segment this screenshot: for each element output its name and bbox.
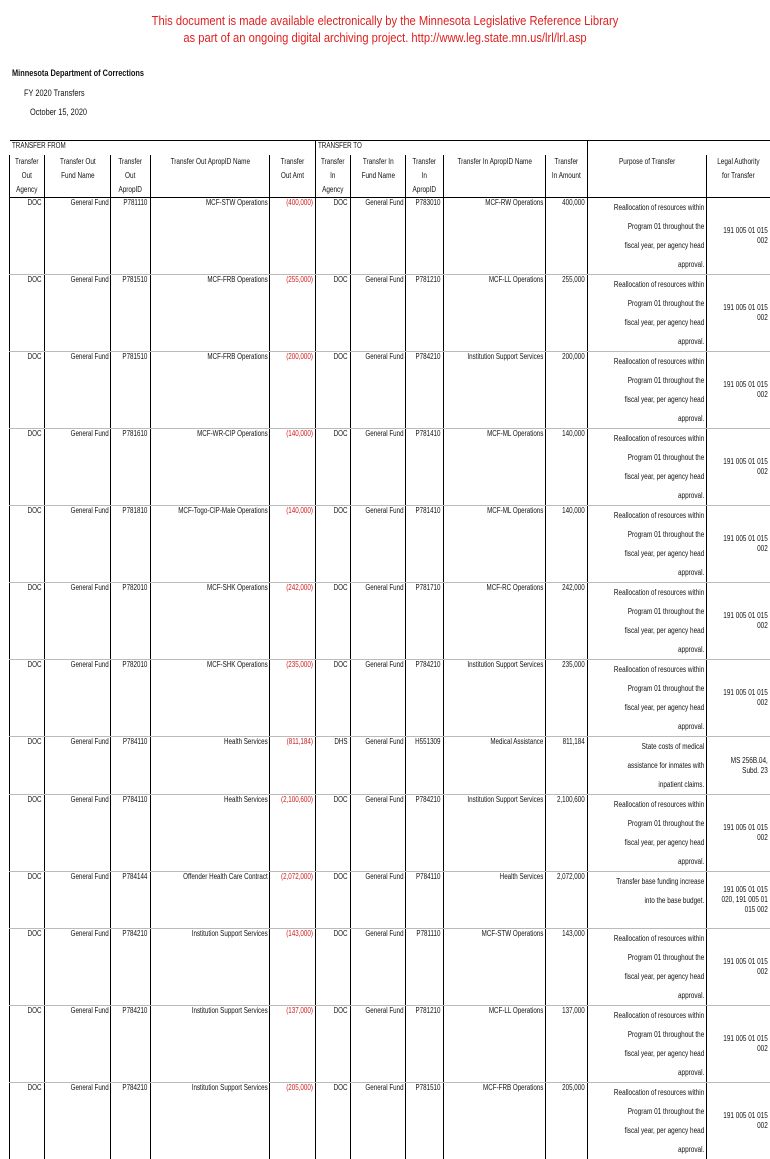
cell-in-fund: General Fund [350,1006,406,1083]
cell-out-approp-name: Health Services [150,795,270,872]
cell-out-amt: (137,000) [270,1006,316,1083]
cell-purpose: Reallocation of resources within Program 01 throughout the fiscal year, per agency head approval. [587,429,706,506]
cell-purpose: Reallocation of resources within Program 01 throughout the fiscal year, per agency head approval. [587,583,706,660]
cell-out-amt: (143,000) [270,929,316,1006]
cell-purpose: Reallocation of resources within Program 01 throughout the fiscal year, per agency head approval. [587,795,706,872]
table-row [10,198,770,275]
cell-authority: 191 005 01 015 002 [707,198,770,275]
col-in-fund: Transfer In Fund Name [350,155,406,198]
cell-out-approp: P781610 [111,429,150,506]
table-row [10,737,770,795]
table-row [10,660,770,737]
table-row [10,872,770,929]
cell-in-amount: 143,000 [546,929,588,1006]
cell-out-agency: DOC [10,872,45,929]
col-in-approp: Transfer In ApropID [406,155,443,198]
cell-out-approp-name: Institution Support Services [150,1083,270,1159]
cell-out-approp: P781510 [111,275,150,352]
col-in-amount: Transfer In Amount [546,155,588,198]
cell-out-approp: P781110 [111,198,150,275]
cell-in-amount: 205,000 [546,1083,588,1159]
cell-in-amount: 2,072,000 [546,872,588,929]
cell-out-amt: (2,072,000) [270,872,316,929]
cell-in-fund: General Fund [350,429,406,506]
cell-out-agency: DOC [10,660,45,737]
cell-out-agency: DOC [10,506,45,583]
cell-in-approp: P781210 [406,1006,443,1083]
cell-in-approp-name: MCF-LL Operations [443,1006,545,1083]
cell-in-agency: DOC [316,198,351,275]
cell-in-approp-name: MCF-RW Operations [443,198,545,275]
table-row [10,506,770,583]
transfers-table [9,140,770,1159]
cell-purpose: Reallocation of resources within Program 01 throughout the fiscal year, per agency head approval. [587,929,706,1006]
column-header-row [10,155,770,198]
cell-in-fund: General Fund [350,352,406,429]
cell-out-approp-name: MCF-FRB Operations [150,352,270,429]
cell-out-approp: P784144 [111,872,150,929]
cell-in-approp-name: MCF-LL Operations [443,275,545,352]
department-title: Minnesota Department of Corrections [12,68,144,78]
cell-in-approp-name: MCF-RC Operations [443,583,545,660]
cell-in-fund: General Fund [350,737,406,795]
cell-out-approp-name: Institution Support Services [150,929,270,1006]
table-row [10,583,770,660]
cell-out-approp-name: MCF-STW Operations [150,198,270,275]
cell-in-approp: H551309 [406,737,443,795]
cell-in-approp: P784110 [406,872,443,929]
cell-purpose: Reallocation of resources within Program 01 throughout the fiscal year, per agency head approval. [587,506,706,583]
cell-authority: 191 005 01 015 002 [707,660,770,737]
cell-authority: 191 005 01 015 002 [707,1083,770,1159]
col-out-amt: Transfer Out Amt [270,155,316,198]
cell-in-fund: General Fund [350,506,406,583]
cell-in-approp: P784210 [406,352,443,429]
cell-authority: 191 005 01 015 002 [707,352,770,429]
cell-out-amt: (255,000) [270,275,316,352]
group-header-row [10,141,770,156]
table-row [10,1083,770,1159]
cell-out-fund: General Fund [44,429,111,506]
cell-purpose: Reallocation of resources within Program 01 throughout the fiscal year, per agency head approval. [587,1006,706,1083]
table-row [10,929,770,1006]
cell-purpose: Transfer base funding increase into the base budget. [587,872,706,929]
cell-in-agency: DOC [316,506,351,583]
cell-out-amt: (400,000) [270,198,316,275]
cell-out-amt: (811,184) [270,737,316,795]
cell-authority: 191 005 01 015 002 [707,1006,770,1083]
cell-out-agency: DOC [10,737,45,795]
cell-out-fund: General Fund [44,1083,111,1159]
cell-authority: 191 005 01 015 002 [707,929,770,1006]
report-subtitle: FY 2020 Transfers [24,88,85,98]
cell-out-agency: DOC [10,198,45,275]
table-row [10,795,770,872]
cell-out-approp-name: MCF-SHK Operations [150,583,270,660]
cell-in-fund: General Fund [350,872,406,929]
cell-in-amount: 242,000 [546,583,588,660]
cell-out-agency: DOC [10,429,45,506]
cell-authority: 191 005 01 015 002 [707,795,770,872]
cell-authority: 191 005 01 015 002 [707,506,770,583]
cell-out-approp-name: Institution Support Services [150,1006,270,1083]
cell-in-approp-name: Health Services [443,872,545,929]
cell-out-amt: (140,000) [270,429,316,506]
cell-in-amount: 255,000 [546,275,588,352]
archive-banner-line1: This document is made available electronically by the Minnesota Legislative Reference Library [54,12,716,29]
cell-out-approp: P781510 [111,352,150,429]
cell-in-approp: P781710 [406,583,443,660]
group-transfer-from: TRANSFER FROM [10,141,316,156]
cell-in-agency: DOC [316,429,351,506]
cell-out-approp: P784210 [111,1006,150,1083]
cell-in-agency: DHS [316,737,351,795]
cell-in-fund: General Fund [350,1083,406,1159]
cell-in-fund: General Fund [350,660,406,737]
col-in-approp-name: Transfer In ApropID Name [443,155,545,198]
cell-in-approp: P781210 [406,275,443,352]
cell-in-approp: P781410 [406,506,443,583]
cell-out-approp-name: Offender Health Care Contract [150,872,270,929]
cell-out-amt: (140,000) [270,506,316,583]
cell-out-fund: General Fund [44,660,111,737]
cell-in-amount: 200,000 [546,352,588,429]
cell-purpose: Reallocation of resources within Program 01 throughout the fiscal year, per agency head approval. [587,660,706,737]
col-out-fund: Transfer Out Fund Name [44,155,111,198]
cell-purpose: Reallocation of resources within Program 01 throughout the fiscal year, per agency head approval. [587,275,706,352]
cell-out-approp: P784210 [111,1083,150,1159]
cell-purpose: Reallocation of resources within Program 01 throughout the fiscal year, per agency head approval. [587,352,706,429]
cell-in-agency: DOC [316,660,351,737]
col-purpose: Purpose of Transfer [587,155,706,198]
cell-out-fund: General Fund [44,275,111,352]
cell-out-approp-name: Health Services [150,737,270,795]
cell-authority: 191 005 01 015 002 [707,583,770,660]
cell-out-fund: General Fund [44,872,111,929]
cell-in-agency: DOC [316,1006,351,1083]
cell-out-fund: General Fund [44,352,111,429]
cell-out-approp: P784210 [111,929,150,1006]
cell-in-agency: DOC [316,929,351,1006]
cell-out-approp-name: MCF-SHK Operations [150,660,270,737]
table-row [10,352,770,429]
cell-out-amt: (242,000) [270,583,316,660]
cell-in-amount: 140,000 [546,429,588,506]
cell-authority: MS 256B.04, Subd. 23 [707,737,770,795]
cell-in-amount: 137,000 [546,1006,588,1083]
cell-in-approp-name: MCF-ML Operations [443,429,545,506]
cell-authority: 191 005 01 015 020, 191 005 01 015 002 [707,872,770,929]
archive-banner [54,12,716,46]
cell-authority: 191 005 01 015 002 [707,429,770,506]
cell-out-approp: P781810 [111,506,150,583]
cell-in-agency: DOC [316,795,351,872]
cell-in-fund: General Fund [350,583,406,660]
archive-banner-line2: as part of an ongoing digital archiving project. http://www.leg.state.mn.us/lrl/lrl.asp [54,29,716,46]
cell-out-agency: DOC [10,795,45,872]
cell-purpose: Reallocation of resources within Program 01 throughout the fiscal year, per agency head approval. [587,198,706,275]
col-out-agency: Transfer Out Agency [10,155,45,198]
col-in-agency: Transfer In Agency [316,155,351,198]
col-out-approp-name: Transfer Out ApropID Name [150,155,270,198]
cell-in-amount: 2,100,600 [546,795,588,872]
cell-out-agency: DOC [10,583,45,660]
cell-in-approp: P781510 [406,1083,443,1159]
cell-out-approp-name: MCF-WR-CIP Operations [150,429,270,506]
cell-out-amt: (2,100,600) [270,795,316,872]
cell-in-fund: General Fund [350,275,406,352]
cell-out-fund: General Fund [44,795,111,872]
cell-purpose: Reallocation of resources within Program 01 throughout the fiscal year, per agency head approval. [587,1083,706,1159]
cell-in-approp-name: MCF-STW Operations [443,929,545,1006]
cell-in-amount: 811,184 [546,737,588,795]
report-date: October 15, 2020 [30,107,87,117]
cell-in-amount: 400,000 [546,198,588,275]
cell-in-agency: DOC [316,275,351,352]
table-row [10,275,770,352]
cell-out-amt: (205,000) [270,1083,316,1159]
cell-in-agency: DOC [316,583,351,660]
cell-in-agency: DOC [316,352,351,429]
cell-purpose: State costs of medical assistance for inmates with inpatient claims. [587,737,706,795]
table-row [10,429,770,506]
cell-in-approp: P781410 [406,429,443,506]
cell-out-approp: P782010 [111,660,150,737]
col-authority: Legal Authority for Transfer [707,155,770,198]
cell-in-agency: DOC [316,1083,351,1159]
cell-in-amount: 140,000 [546,506,588,583]
cell-out-agency: DOC [10,275,45,352]
cell-in-approp-name: Institution Support Services [443,352,545,429]
cell-in-amount: 235,000 [546,660,588,737]
col-out-approp: Transfer Out ApropID [111,155,150,198]
cell-out-agency: DOC [10,352,45,429]
cell-in-approp: P784210 [406,795,443,872]
cell-out-agency: DOC [10,1083,45,1159]
group-transfer-to: TRANSFER TO [316,141,588,156]
cell-out-fund: General Fund [44,1006,111,1083]
cell-out-agency: DOC [10,929,45,1006]
cell-in-approp: P784210 [406,660,443,737]
cell-in-fund: General Fund [350,929,406,1006]
cell-authority: 191 005 01 015 002 [707,275,770,352]
cell-out-fund: General Fund [44,506,111,583]
cell-in-approp-name: MCF-FRB Operations [443,1083,545,1159]
cell-out-approp: P784110 [111,795,150,872]
cell-in-fund: General Fund [350,198,406,275]
cell-out-approp: P782010 [111,583,150,660]
cell-out-fund: General Fund [44,583,111,660]
cell-in-approp-name: MCF-ML Operations [443,506,545,583]
cell-out-fund: General Fund [44,737,111,795]
cell-in-approp: P781110 [406,929,443,1006]
cell-out-fund: General Fund [44,929,111,1006]
cell-in-approp: P783010 [406,198,443,275]
cell-out-approp-name: MCF-Togo-CIP-Male Operations [150,506,270,583]
cell-out-amt: (235,000) [270,660,316,737]
cell-out-approp: P784110 [111,737,150,795]
cell-out-fund: General Fund [44,198,111,275]
cell-in-fund: General Fund [350,795,406,872]
cell-in-approp-name: Institution Support Services [443,660,545,737]
table-row [10,1006,770,1083]
cell-in-approp-name: Medical Assistance [443,737,545,795]
cell-in-approp-name: Institution Support Services [443,795,545,872]
cell-out-agency: DOC [10,1006,45,1083]
cell-out-amt: (200,000) [270,352,316,429]
cell-in-agency: DOC [316,872,351,929]
cell-out-approp-name: MCF-FRB Operations [150,275,270,352]
